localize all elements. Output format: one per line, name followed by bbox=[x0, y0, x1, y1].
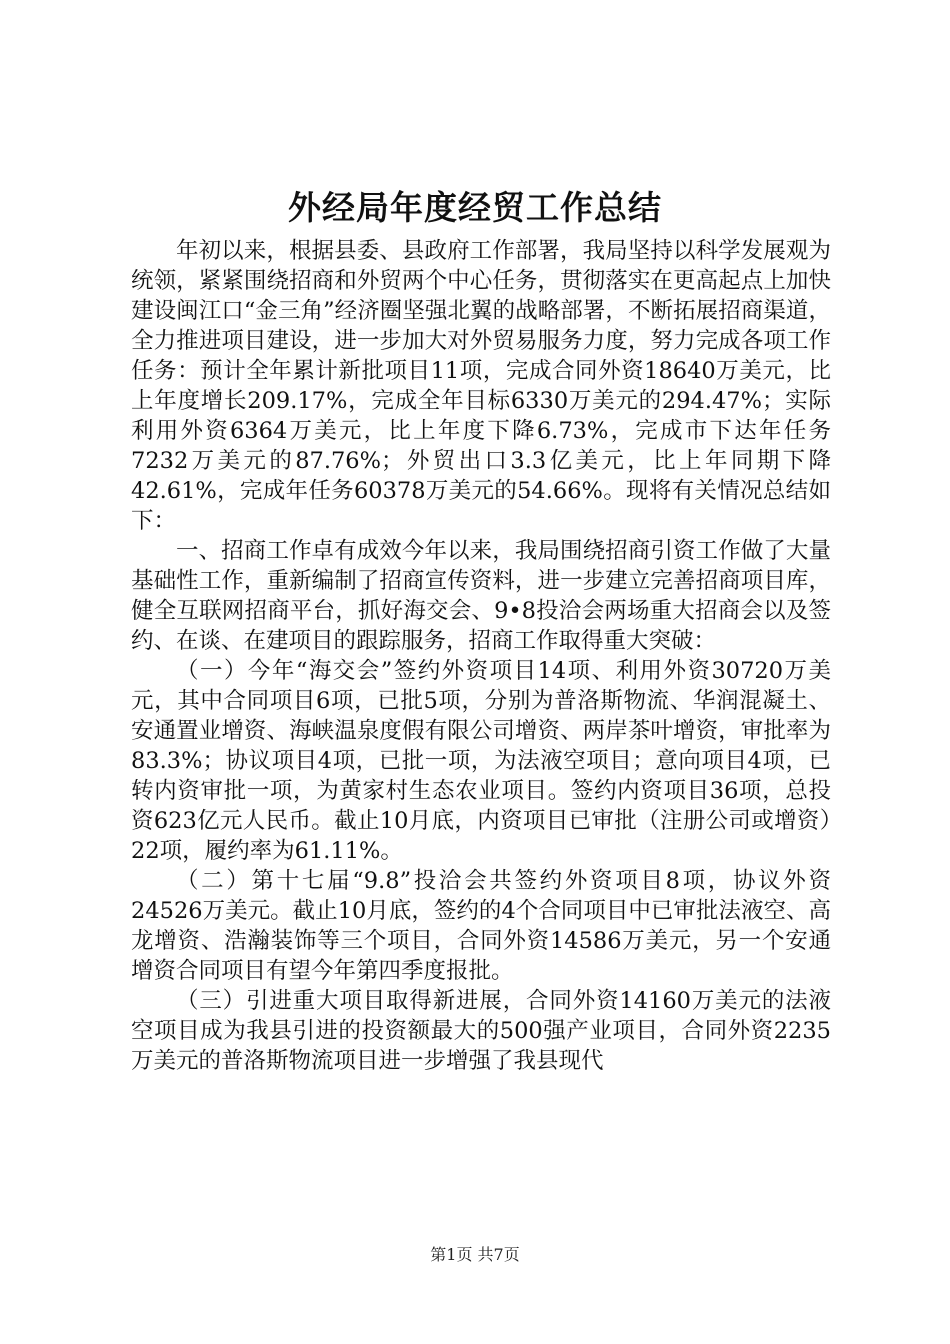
paragraph-item-3: （三）引进重大项目取得新进展，合同外资14160万美元的法液空项目成为我县引进的投资额最大的500强产业项目，合同外资2235万美元的普洛斯物流项目进一步增强了我县现代 bbox=[131, 988, 831, 1074]
document-title: 外经局年度经贸工作总结 bbox=[288, 188, 662, 227]
paragraph-section-1: 一、招商工作卓有成效今年以来，我局围绕招商引资工作做了大量基础性工作，重新编制了招商宣传资料，进一步建立完善招商项目库，健全互联网招商平台，抓好海交会、9•8投洽会两场重大招商会以及签约、在谈、在建项目的跟踪服务，招商工作取得重大突破： bbox=[131, 538, 831, 654]
document-body bbox=[131, 236, 831, 1076]
paragraph-intro: 年初以来，根据县委、县政府工作部署，我局坚持以科学发展观为统领，紧紧围绕招商和外贸两个中心任务，贯彻落实在更高起点上加快建设闽江口“金三角”经济圈坚强北翼的战略部署，不断拓展招商渠道，全力推进项目建设，进一步加大对外贸易服务力度，努力完成各项工作任务：预计全年累计新批项目11项，完成合同外资18640万美元，比上年度增长209.17%，完成全年目标6330万美元的294.47%；实际利用外资6364万美元，比上年度下降6.73%，完成市下达年任务7232万美元的87.76%；外贸出口3.3亿美元，比上年同期下降42.61%，完成年任务60378万美元的54.66%。现将有关情况总结如下： bbox=[131, 238, 831, 534]
paragraph-item-2: （二）第十七届“9.8”投洽会共签约外资项目8项，协议外资24526万美元。截止10月底，签约的4个合同项目中已审批法液空、高龙增资、浩瀚装饰等三个项目，合同外资14586万美元，另一个安通增资合同项目有望今年第四季度报批。 bbox=[131, 868, 831, 984]
page-number-footer: 第1页 共7页 bbox=[430, 1245, 520, 1264]
paragraph-item-1: （一）今年“海交会”签约外资项目14项、利用外资30720万美元，其中合同项目6项，已批5项，分别为普洛斯物流、华润混凝土、安通置业增资、海峡温泉度假有限公司增资、两岸茶叶增资，审批率为83.3%；协议项目4项，已批一项，为法液空项目；意向项目4项，已转内资审批一项，为黄家村生态农业项目。签约内资项目36项，总投资623亿元人民币。截止10月底，内资项目已审批（注册公司或增资）22项，履约率为61.11%。 bbox=[131, 658, 831, 864]
